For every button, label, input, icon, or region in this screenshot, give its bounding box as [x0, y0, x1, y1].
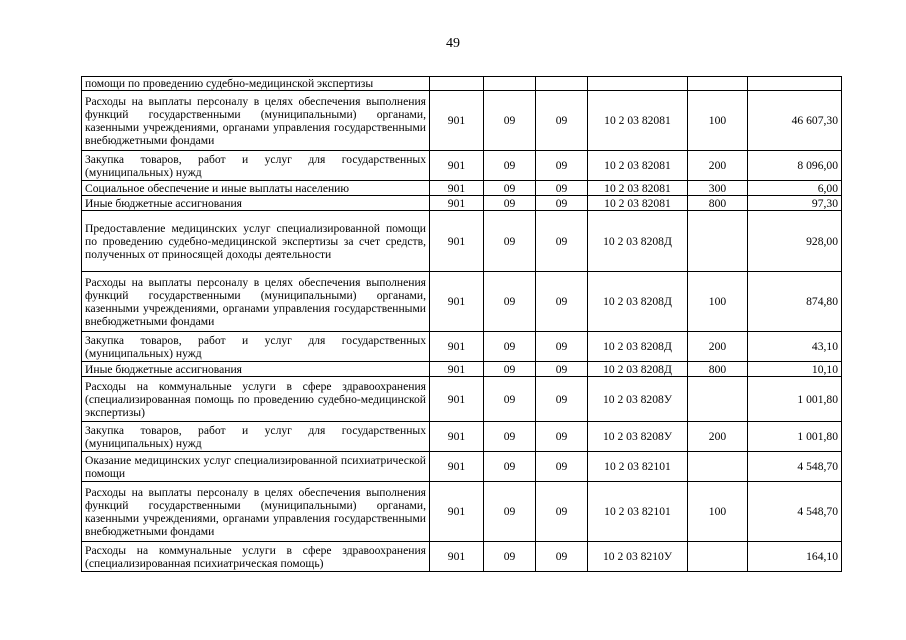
- row-grbs: 901: [430, 211, 484, 272]
- row-target-article: 10 2 03 8208У: [588, 377, 688, 422]
- row-expense-type: [688, 211, 748, 272]
- row-razdel: 09: [484, 332, 536, 362]
- row-podrazdel: 09: [536, 211, 588, 272]
- row-razdel: 09: [484, 91, 536, 151]
- row-razdel: 09: [484, 422, 536, 452]
- row-target-article: 10 2 03 8208Д: [588, 211, 688, 272]
- row-razdel: 09: [484, 542, 536, 572]
- row-expense-type: [688, 452, 748, 482]
- row-razdel: 09: [484, 181, 536, 196]
- row-target-article: 10 2 03 8208Д: [588, 362, 688, 377]
- row-amount: 4 548,70: [748, 452, 842, 482]
- row-podrazdel: 09: [536, 272, 588, 332]
- row-razdel: 09: [484, 482, 536, 542]
- row-target-article: 10 2 03 8210У: [588, 542, 688, 572]
- row-target-article: 10 2 03 82101: [588, 482, 688, 542]
- row-podrazdel: 09: [536, 181, 588, 196]
- row-podrazdel: 09: [536, 91, 588, 151]
- row-expense-type: 800: [688, 362, 748, 377]
- row-expense-type: 800: [688, 196, 748, 211]
- row-podrazdel: 09: [536, 362, 588, 377]
- row-razdel: 09: [484, 377, 536, 422]
- budget-table: [81, 76, 842, 572]
- row-razdel: 09: [484, 452, 536, 482]
- row-target-article: 10 2 03 82081: [588, 91, 688, 151]
- row-description: Иные бюджетные ассигнования: [82, 362, 430, 377]
- row-expense-type: 100: [688, 91, 748, 151]
- row-target-article: 10 2 03 8208Д: [588, 332, 688, 362]
- table-row: [82, 211, 842, 272]
- row-grbs: 901: [430, 332, 484, 362]
- row-razdel: 09: [484, 211, 536, 272]
- row-target-article: 10 2 03 8208У: [588, 422, 688, 452]
- row-expense-type: 300: [688, 181, 748, 196]
- row-amount: 874,80: [748, 272, 842, 332]
- row-podrazdel: 09: [536, 151, 588, 181]
- row-description: Закупка товаров, работ и услуг для государственных (муниципальных) нужд: [82, 151, 430, 181]
- row-grbs: 901: [430, 422, 484, 452]
- row-target-article: 10 2 03 8208Д: [588, 272, 688, 332]
- row-razdel: 09: [484, 196, 536, 211]
- table-row: [82, 77, 842, 91]
- row-razdel: [484, 77, 536, 91]
- table-row: [82, 422, 842, 452]
- row-description: Предоставление медицинских услуг специализированной помощи по проведению судебно-медицинской экспертизы за счет средств, полученных от приносящей доходы деятельности: [82, 211, 430, 272]
- row-grbs: 901: [430, 482, 484, 542]
- row-grbs: 901: [430, 452, 484, 482]
- row-amount: [748, 77, 842, 91]
- row-description: помощи по проведению судебно-медицинской экспертизы: [82, 77, 430, 91]
- row-description: Закупка товаров, работ и услуг для государственных (муниципальных) нужд: [82, 332, 430, 362]
- row-expense-type: 200: [688, 422, 748, 452]
- row-podrazdel: 09: [536, 482, 588, 542]
- table-row: [82, 362, 842, 377]
- row-amount: 928,00: [748, 211, 842, 272]
- row-grbs: [430, 77, 484, 91]
- row-description: Расходы на коммунальные услуги в сфере здравоохранения (специализированная психиатрическая помощь): [82, 542, 430, 572]
- row-podrazdel: 09: [536, 196, 588, 211]
- page-number: 49: [446, 36, 460, 51]
- row-amount: 10,10: [748, 362, 842, 377]
- row-podrazdel: 09: [536, 452, 588, 482]
- row-grbs: 901: [430, 91, 484, 151]
- row-grbs: 901: [430, 272, 484, 332]
- table-row: [82, 91, 842, 151]
- row-amount: 6,00: [748, 181, 842, 196]
- row-grbs: 901: [430, 377, 484, 422]
- table-row: [82, 196, 842, 211]
- row-expense-type: [688, 77, 748, 91]
- table-row: [82, 377, 842, 422]
- row-target-article: 10 2 03 82081: [588, 151, 688, 181]
- row-expense-type: 100: [688, 272, 748, 332]
- table-row: [82, 151, 842, 181]
- row-podrazdel: 09: [536, 542, 588, 572]
- row-expense-type: [688, 542, 748, 572]
- row-description: Расходы на выплаты персоналу в целях обеспечения выполнения функций государственными (муниципальными) органами, казенными учреждениями, органами управления государственными внебюджетными фондами: [82, 91, 430, 151]
- row-description: Иные бюджетные ассигнования: [82, 196, 430, 211]
- row-target-article: 10 2 03 82101: [588, 452, 688, 482]
- table-row: [82, 482, 842, 542]
- row-razdel: 09: [484, 362, 536, 377]
- row-expense-type: 100: [688, 482, 748, 542]
- row-amount: 43,10: [748, 332, 842, 362]
- row-grbs: 901: [430, 181, 484, 196]
- table-row: [82, 181, 842, 196]
- table-row: [82, 542, 842, 572]
- row-description: Закупка товаров, работ и услуг для государственных (муниципальных) нужд: [82, 422, 430, 452]
- table-row: [82, 332, 842, 362]
- row-expense-type: 200: [688, 151, 748, 181]
- row-grbs: 901: [430, 196, 484, 211]
- row-grbs: 901: [430, 151, 484, 181]
- row-razdel: 09: [484, 151, 536, 181]
- row-description: Социальное обеспечение и иные выплаты населению: [82, 181, 430, 196]
- row-amount: 4 548,70: [748, 482, 842, 542]
- row-expense-type: 200: [688, 332, 748, 362]
- row-description: Расходы на выплаты персоналу в целях обеспечения выполнения функций государственными (муниципальными) органами, казенными учреждениями, органами управления государственными внебюджетными фондами: [82, 482, 430, 542]
- row-amount: 164,10: [748, 542, 842, 572]
- row-amount: 1 001,80: [748, 377, 842, 422]
- row-expense-type: [688, 377, 748, 422]
- row-grbs: 901: [430, 542, 484, 572]
- row-podrazdel: 09: [536, 377, 588, 422]
- row-description: Расходы на выплаты персоналу в целях обеспечения выполнения функций государственными (муниципальными) органами, казенными учреждениями, органами управления государственными внебюджетными фондами: [82, 272, 430, 332]
- row-podrazdel: 09: [536, 422, 588, 452]
- table-row: [82, 272, 842, 332]
- row-podrazdel: [536, 77, 588, 91]
- table-row: [82, 452, 842, 482]
- row-grbs: 901: [430, 362, 484, 377]
- row-razdel: 09: [484, 272, 536, 332]
- row-podrazdel: 09: [536, 332, 588, 362]
- row-amount: 1 001,80: [748, 422, 842, 452]
- row-description: Расходы на коммунальные услуги в сфере здравоохранения (специализированная помощь по проведению судебно-медицинской экспертизы): [82, 377, 430, 422]
- row-target-article: 10 2 03 82081: [588, 181, 688, 196]
- row-target-article: 10 2 03 82081: [588, 196, 688, 211]
- row-amount: 97,30: [748, 196, 842, 211]
- row-target-article: [588, 77, 688, 91]
- row-description: Оказание медицинских услуг специализированной психиатрической помощи: [82, 452, 430, 482]
- row-amount: 46 607,30: [748, 91, 842, 151]
- row-amount: 8 096,00: [748, 151, 842, 181]
